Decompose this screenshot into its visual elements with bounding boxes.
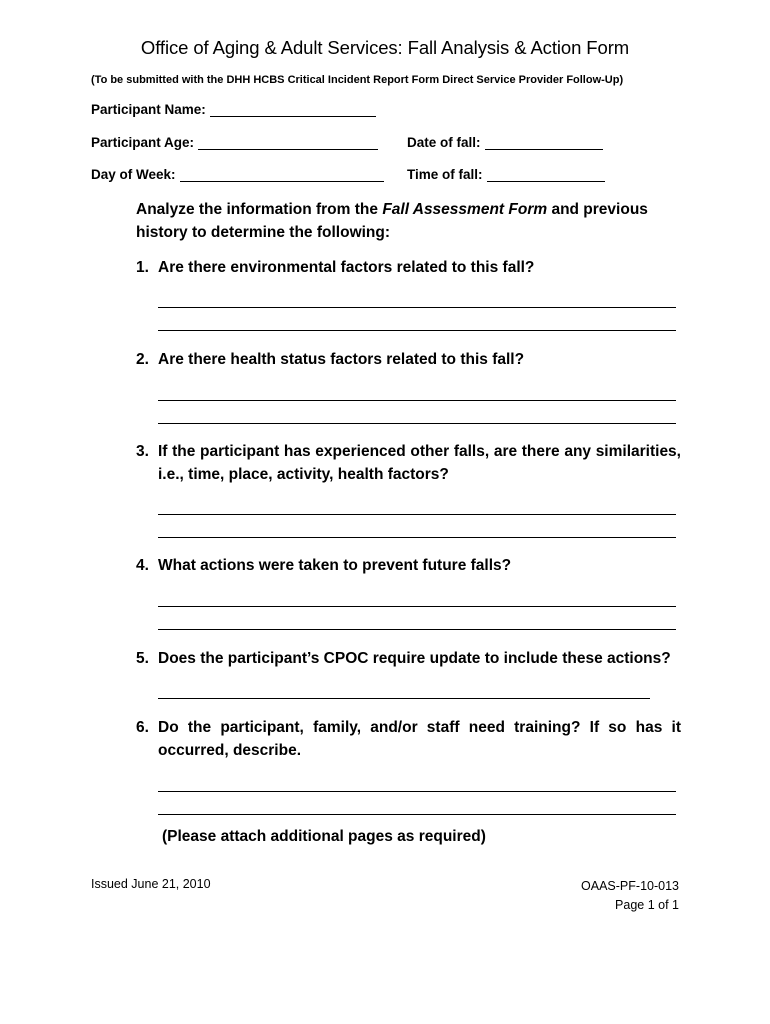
question-number: 4.: [136, 557, 149, 574]
footer-form-info: [581, 877, 679, 915]
question-text: Does the participant’s CPOC require update to include these actions?: [158, 650, 671, 667]
date-of-fall-input[interactable]: [485, 136, 603, 150]
participant-age-field: [91, 135, 378, 150]
question-5: [136, 647, 681, 670]
question-3: [136, 440, 681, 486]
time-of-fall-input[interactable]: [487, 168, 605, 182]
participant-age-input[interactable]: [198, 136, 378, 150]
attach-pages-note: (Please attach additional pages as required): [162, 828, 486, 845]
question-number: 3.: [136, 443, 149, 460]
form-number: OAAS-PF-10-013: [581, 879, 679, 893]
participant-age-label: Participant Age:: [91, 135, 195, 150]
question-number: 6.: [136, 719, 149, 736]
form-title: Office of Aging & Adult Services: Fall Analysis & Action Form: [140, 37, 630, 58]
participant-name-label: Participant Name:: [91, 102, 206, 117]
question-text: Are there health status factors related to this fall?: [158, 351, 525, 368]
instructions-text-end: and previous history to determine the following:: [136, 201, 648, 241]
question-1: [136, 256, 681, 279]
issued-date: Issued June 21, 2010: [91, 877, 211, 891]
date-of-fall-field: [407, 135, 603, 150]
answer-line-3b[interactable]: [158, 537, 676, 538]
form-subtitle: (To be submitted with the DHH HCBS Critical Incident Report Form Direct Service Provider Follow-Up): [91, 74, 624, 86]
day-of-week-field: [91, 167, 384, 182]
question-number: 1.: [136, 259, 149, 276]
day-of-week-input[interactable]: [180, 168, 384, 182]
answer-line-1b[interactable]: [158, 330, 676, 331]
participant-name-field: [91, 102, 376, 117]
instructions-form-reference: Fall Assessment Form: [382, 201, 548, 218]
question-text: Are there environmental factors related to this fall?: [158, 259, 535, 276]
question-text: Do the participant, family, and/or staff need training? If so has it occurred, describe.: [158, 719, 681, 759]
question-text: What actions were taken to prevent future falls?: [158, 557, 512, 574]
page-number: Page 1 of 1: [615, 898, 679, 912]
date-of-fall-label: Date of fall:: [407, 135, 481, 150]
answer-line-3a[interactable]: [158, 514, 676, 515]
answer-line-2b[interactable]: [158, 423, 676, 424]
participant-name-input[interactable]: [210, 103, 376, 117]
answer-line-5a[interactable]: [158, 698, 650, 699]
question-text: If the participant has experienced other falls, are there any similarities, i.e., time, place, activity, health factors?: [158, 443, 681, 483]
time-of-fall-label: Time of fall:: [407, 167, 483, 182]
instructions-paragraph: [136, 198, 676, 244]
day-of-week-label: Day of Week:: [91, 167, 176, 182]
instructions-text-start: Analyze the information from the: [136, 201, 383, 218]
answer-line-2a[interactable]: [158, 400, 676, 401]
answer-line-6b[interactable]: [158, 814, 676, 815]
question-6: [136, 716, 681, 762]
answer-line-6a[interactable]: [158, 791, 676, 792]
time-of-fall-field: [407, 167, 605, 182]
answer-line-4b[interactable]: [158, 629, 676, 630]
question-number: 2.: [136, 351, 149, 368]
question-2: [136, 348, 681, 371]
answer-line-1a[interactable]: [158, 307, 676, 308]
question-number: 5.: [136, 650, 149, 667]
answer-line-4a[interactable]: [158, 606, 676, 607]
question-4: [136, 554, 681, 577]
